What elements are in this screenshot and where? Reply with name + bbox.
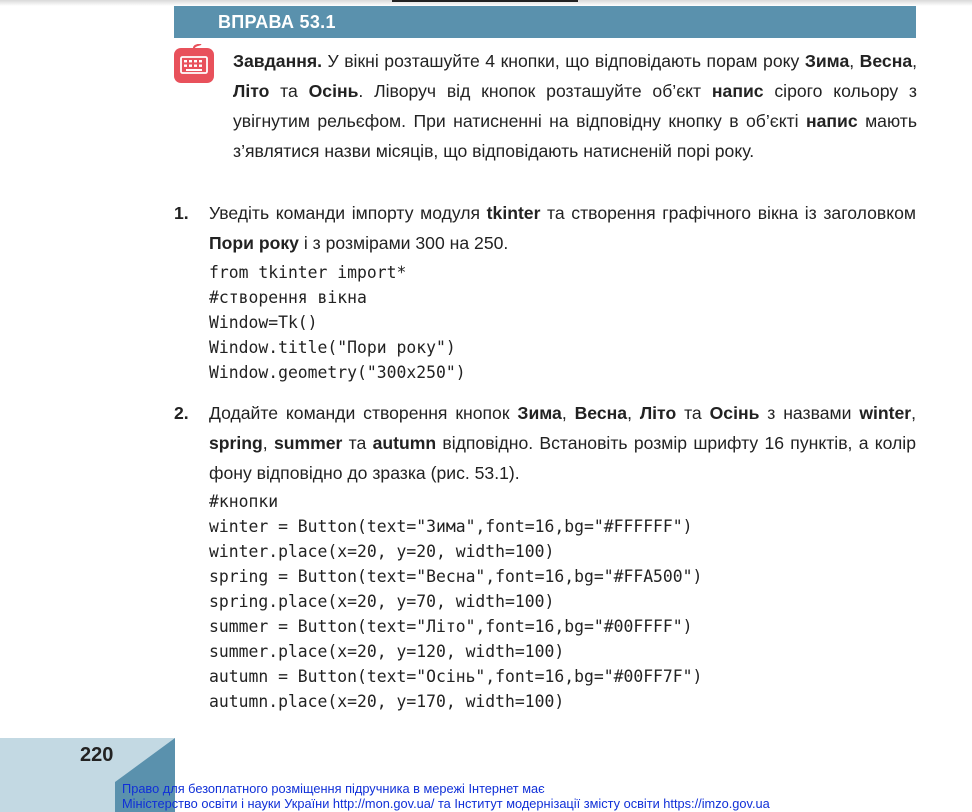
bold-term: Літо: [233, 81, 270, 101]
text-run: ,: [262, 433, 274, 453]
bold-term: Зима: [804, 51, 850, 71]
step-number: 1.: [174, 203, 189, 223]
code-line: spring.place(x=20, y=70, width=100): [209, 592, 555, 611]
code-line: #кнопки: [209, 492, 279, 511]
code-line: #створення вікна: [209, 288, 367, 307]
exercise-banner: [174, 6, 916, 38]
bold-term: Зима: [517, 403, 562, 423]
bold-term: Осінь: [308, 81, 359, 101]
code-line: autumn.place(x=20, y=170, width=100): [209, 692, 565, 711]
text-run: . Ліворуч від кнопок розташуйте об’єкт: [358, 81, 712, 101]
step-instruction: [209, 398, 916, 488]
text-run: ,: [911, 403, 917, 423]
text-run: сірого кольору з увігнутим рельєфом. При натисненні на відповідну кнопку в об’єкті: [233, 81, 917, 131]
text-run: з назвами: [759, 403, 860, 423]
bold-term: summer: [273, 433, 343, 453]
license-notice-line: Право для безоплатного розміщення підручника в мережі Інтернет має: [122, 781, 545, 796]
footer-corner: [115, 738, 175, 782]
top-rule: [392, 0, 578, 2]
text-run: і з розмірами 300 на 250.: [298, 233, 509, 253]
code-line: Window.title("Пори року"): [209, 338, 456, 357]
text-run: та: [676, 403, 710, 423]
step-number: 2.: [174, 403, 189, 423]
bold-term: winter: [859, 403, 912, 423]
text-run: Уведіть команди імпорту модуля: [209, 203, 487, 223]
bold-term: spring: [209, 433, 263, 453]
code-line: summer.place(x=20, y=120, width=100): [209, 642, 565, 661]
bold-term: autumn: [372, 433, 437, 453]
page-number: 220: [80, 744, 114, 766]
code-line: winter = Button(text="Зима",font=16,bg="#FFFFFF"): [209, 517, 693, 536]
bold-term: Весна: [859, 51, 913, 71]
bold-term: tkinter: [486, 203, 541, 223]
code-block: [209, 489, 702, 714]
code-line: spring = Button(text="Весна",font=16,bg="#FFA500"): [209, 567, 703, 586]
text-run: мають з’являтися назви місяців, що відповідають натисненій порі року.: [233, 111, 917, 161]
bold-term: Пори року: [209, 233, 299, 253]
text-run: ,: [849, 51, 860, 71]
text-run: та: [269, 81, 309, 101]
text-run: Додайте команди створення кнопок: [209, 403, 518, 423]
license-notice[interactable]: [122, 781, 770, 811]
task-description: [233, 46, 917, 166]
text-run: відповідно. Встановіть розмір шрифту 16 пунктів, а колір фону відповідно до зразка (рис. 53.1).: [209, 433, 917, 483]
bold-term: Завдання.: [233, 51, 322, 71]
exercise-title: ВПРАВА 53.1: [218, 11, 336, 32]
bold-term: напис: [711, 81, 764, 101]
code-block: [209, 260, 466, 385]
license-notice-line: Міністерство освіти і науки України http://mon.gov.ua/ та Інститут модернізації змісту освіти https://imzo.gov.ua: [122, 796, 770, 811]
text-run: ,: [561, 403, 575, 423]
text-run: та: [342, 433, 373, 453]
code-line: Window.geometry("300x250"): [209, 363, 466, 382]
code-line: from tkinter import*: [209, 263, 407, 282]
code-line: autumn = Button(text="Осінь",font=16,bg="#00FF7F"): [209, 667, 703, 686]
bold-term: Осінь: [709, 403, 760, 423]
bold-term: Весна: [574, 403, 628, 423]
step-instruction: [209, 198, 916, 258]
bold-term: напис: [806, 111, 858, 131]
code-line: winter.place(x=20, y=20, width=100): [209, 542, 555, 561]
bold-term: Літо: [639, 403, 677, 423]
text-run: ,: [627, 403, 640, 423]
code-line: Window=Tk(): [209, 313, 318, 332]
code-line: summer = Button(text="Літо",font=16,bg="#00FFFF"): [209, 617, 693, 636]
text-run: ,: [912, 51, 918, 71]
text-run: та створення графічного вікна із заголовком: [540, 203, 916, 223]
text-run: У вікні розташуйте 4 кнопки, що відповідають порам року: [321, 51, 805, 71]
keyboard-icon: [173, 44, 215, 84]
